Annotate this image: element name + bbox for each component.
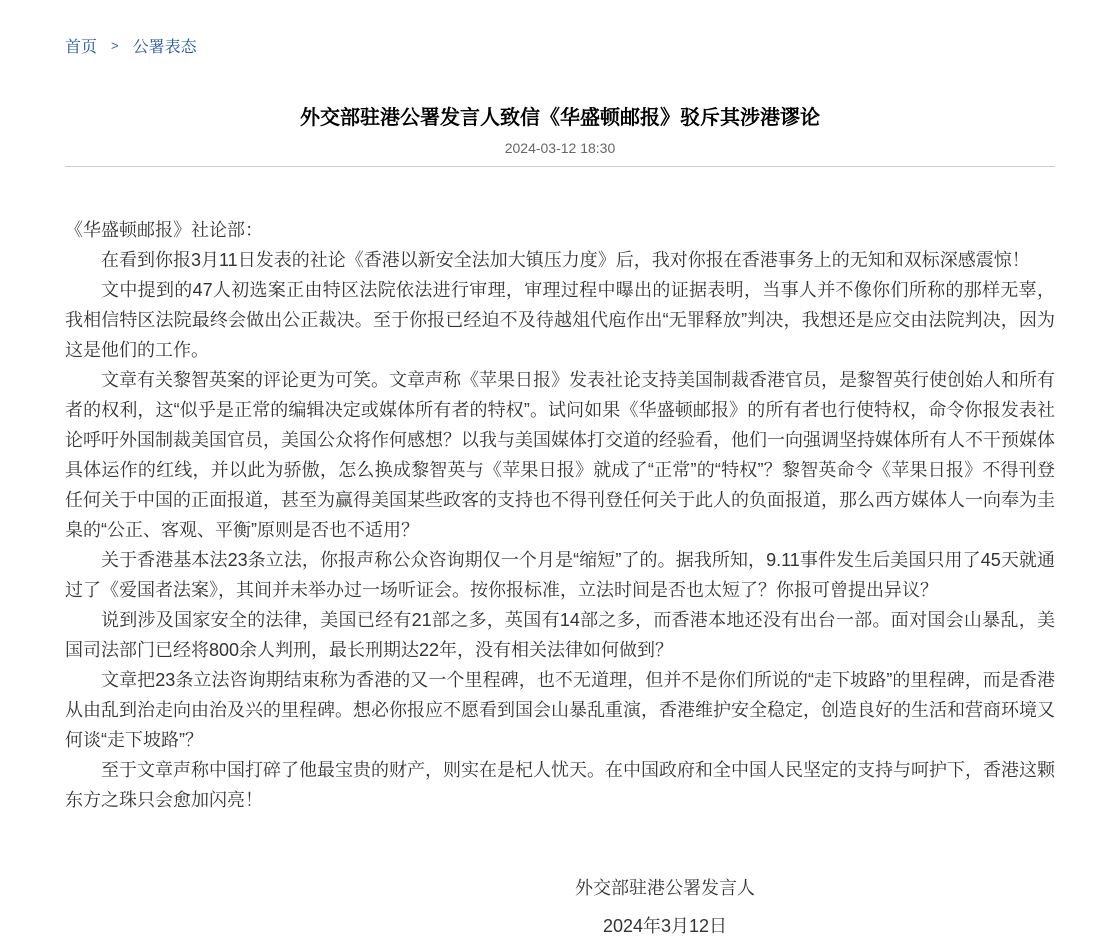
signature-date: 2024年3月12日 [602, 916, 728, 936]
salutation: 《华盛顿邮报》社论部： [65, 220, 263, 240]
paragraph: 文章有关黎智英案的评论更为可笑。文章声称《苹果日报》发表社论支持美国制裁香港官员，是黎智英行使创始人和所有者的权利，这“似乎是正常的编辑决定或媒体所有者的特权”。试问如果《华盛顿邮报》的所有者也行使特权，命令你报发表社论呼吁外国制裁美国官员，美国公众将作何感想？以我与美国媒体打交道的经验看，他们一向强调坚持媒体所有人不干预媒体具体运作的红线，并以此为骄傲，怎么换成黎智英与《苹果日报》就成了“正常”的“特权”？黎智英命令《苹果日报》不得刊登任何关于中国的正面报道，甚至为赢得美国某些政客的支持也不得刊登任何关于此人的负面报道，那么西方媒体人一向奉为圭臬的“公正、客观、平衡”原则是否也不适用？ [65, 370, 1055, 540]
signature-block [275, 869, 1055, 945]
page-title: 外交部驻港公署发言人致信《华盛顿邮报》驳斥其涉港谬论 [300, 107, 820, 129]
paragraph: 文章把23条立法咨询期结束称为香港的又一个里程碑，也不无道理，但并不是你们所说的“走下坡路”的里程碑，而是香港从由乱到治走向由治及兴的里程碑。想必你报应不愿看到国会山暴乱重演，香港维护安全稳定，创造良好的生活和营商环境又何谈“走下坡路”？ [65, 670, 1055, 750]
article-datetime: 2024-03-12 18:30 [504, 140, 616, 156]
paragraph: 至于文章声称中国打碎了他最宝贵的财产，则实在是杞人忧天。在中国政府和全中国人民坚定的支持与呵护下，香港这颗东方之珠只会愈加闪亮！ [65, 760, 1055, 810]
paragraph: 文中提到的47人初选案正由特区法院依法进行审理，审理过程中曝出的证据表明，当事人并不像你们所称的那样无辜，我相信特区法院最终会做出公正裁决。至于你报已经迫不及待越俎代庖作出“无罪释放”判决，我想还是应交由法院判决，因为这是他们的工作。 [65, 280, 1055, 360]
breadcrumb-section-link[interactable]: 公署表态 [132, 39, 197, 56]
breadcrumb-separator-icon: > [111, 38, 119, 53]
paragraph: 说到涉及国家安全的法律，美国已经有21部之多，英国有14部之多，而香港本地还没有出台一部。面对国会山暴乱，美国司法部门已经将800余人判刑，最长刑期达22年，没有相关法律如何做到？ [65, 610, 1055, 660]
breadcrumb-home-link[interactable]: 首页 [65, 39, 98, 56]
content-area [65, 0, 1055, 945]
article-body [65, 175, 1055, 815]
signature-author: 外交部驻港公署发言人 [575, 878, 755, 898]
title-divider [65, 166, 1055, 167]
paragraph: 在看到你报3月11日发表的社论《香港以新安全法加大镇压力度》后，我对你报在香港事务上的无知和双标深感震惊！ [101, 250, 1030, 270]
paragraph: 关于香港基本法23条立法，你报声称公众咨询期仅一个月是“缩短”了的。据我所知，9.11事件发生后美国只用了45天就通过了《爱国者法案》，其间并未举办过一场听证会。按你报标准，立法时间是否也太短了？你报可曾提出异议？ [65, 550, 1055, 600]
breadcrumb [65, 0, 1055, 57]
